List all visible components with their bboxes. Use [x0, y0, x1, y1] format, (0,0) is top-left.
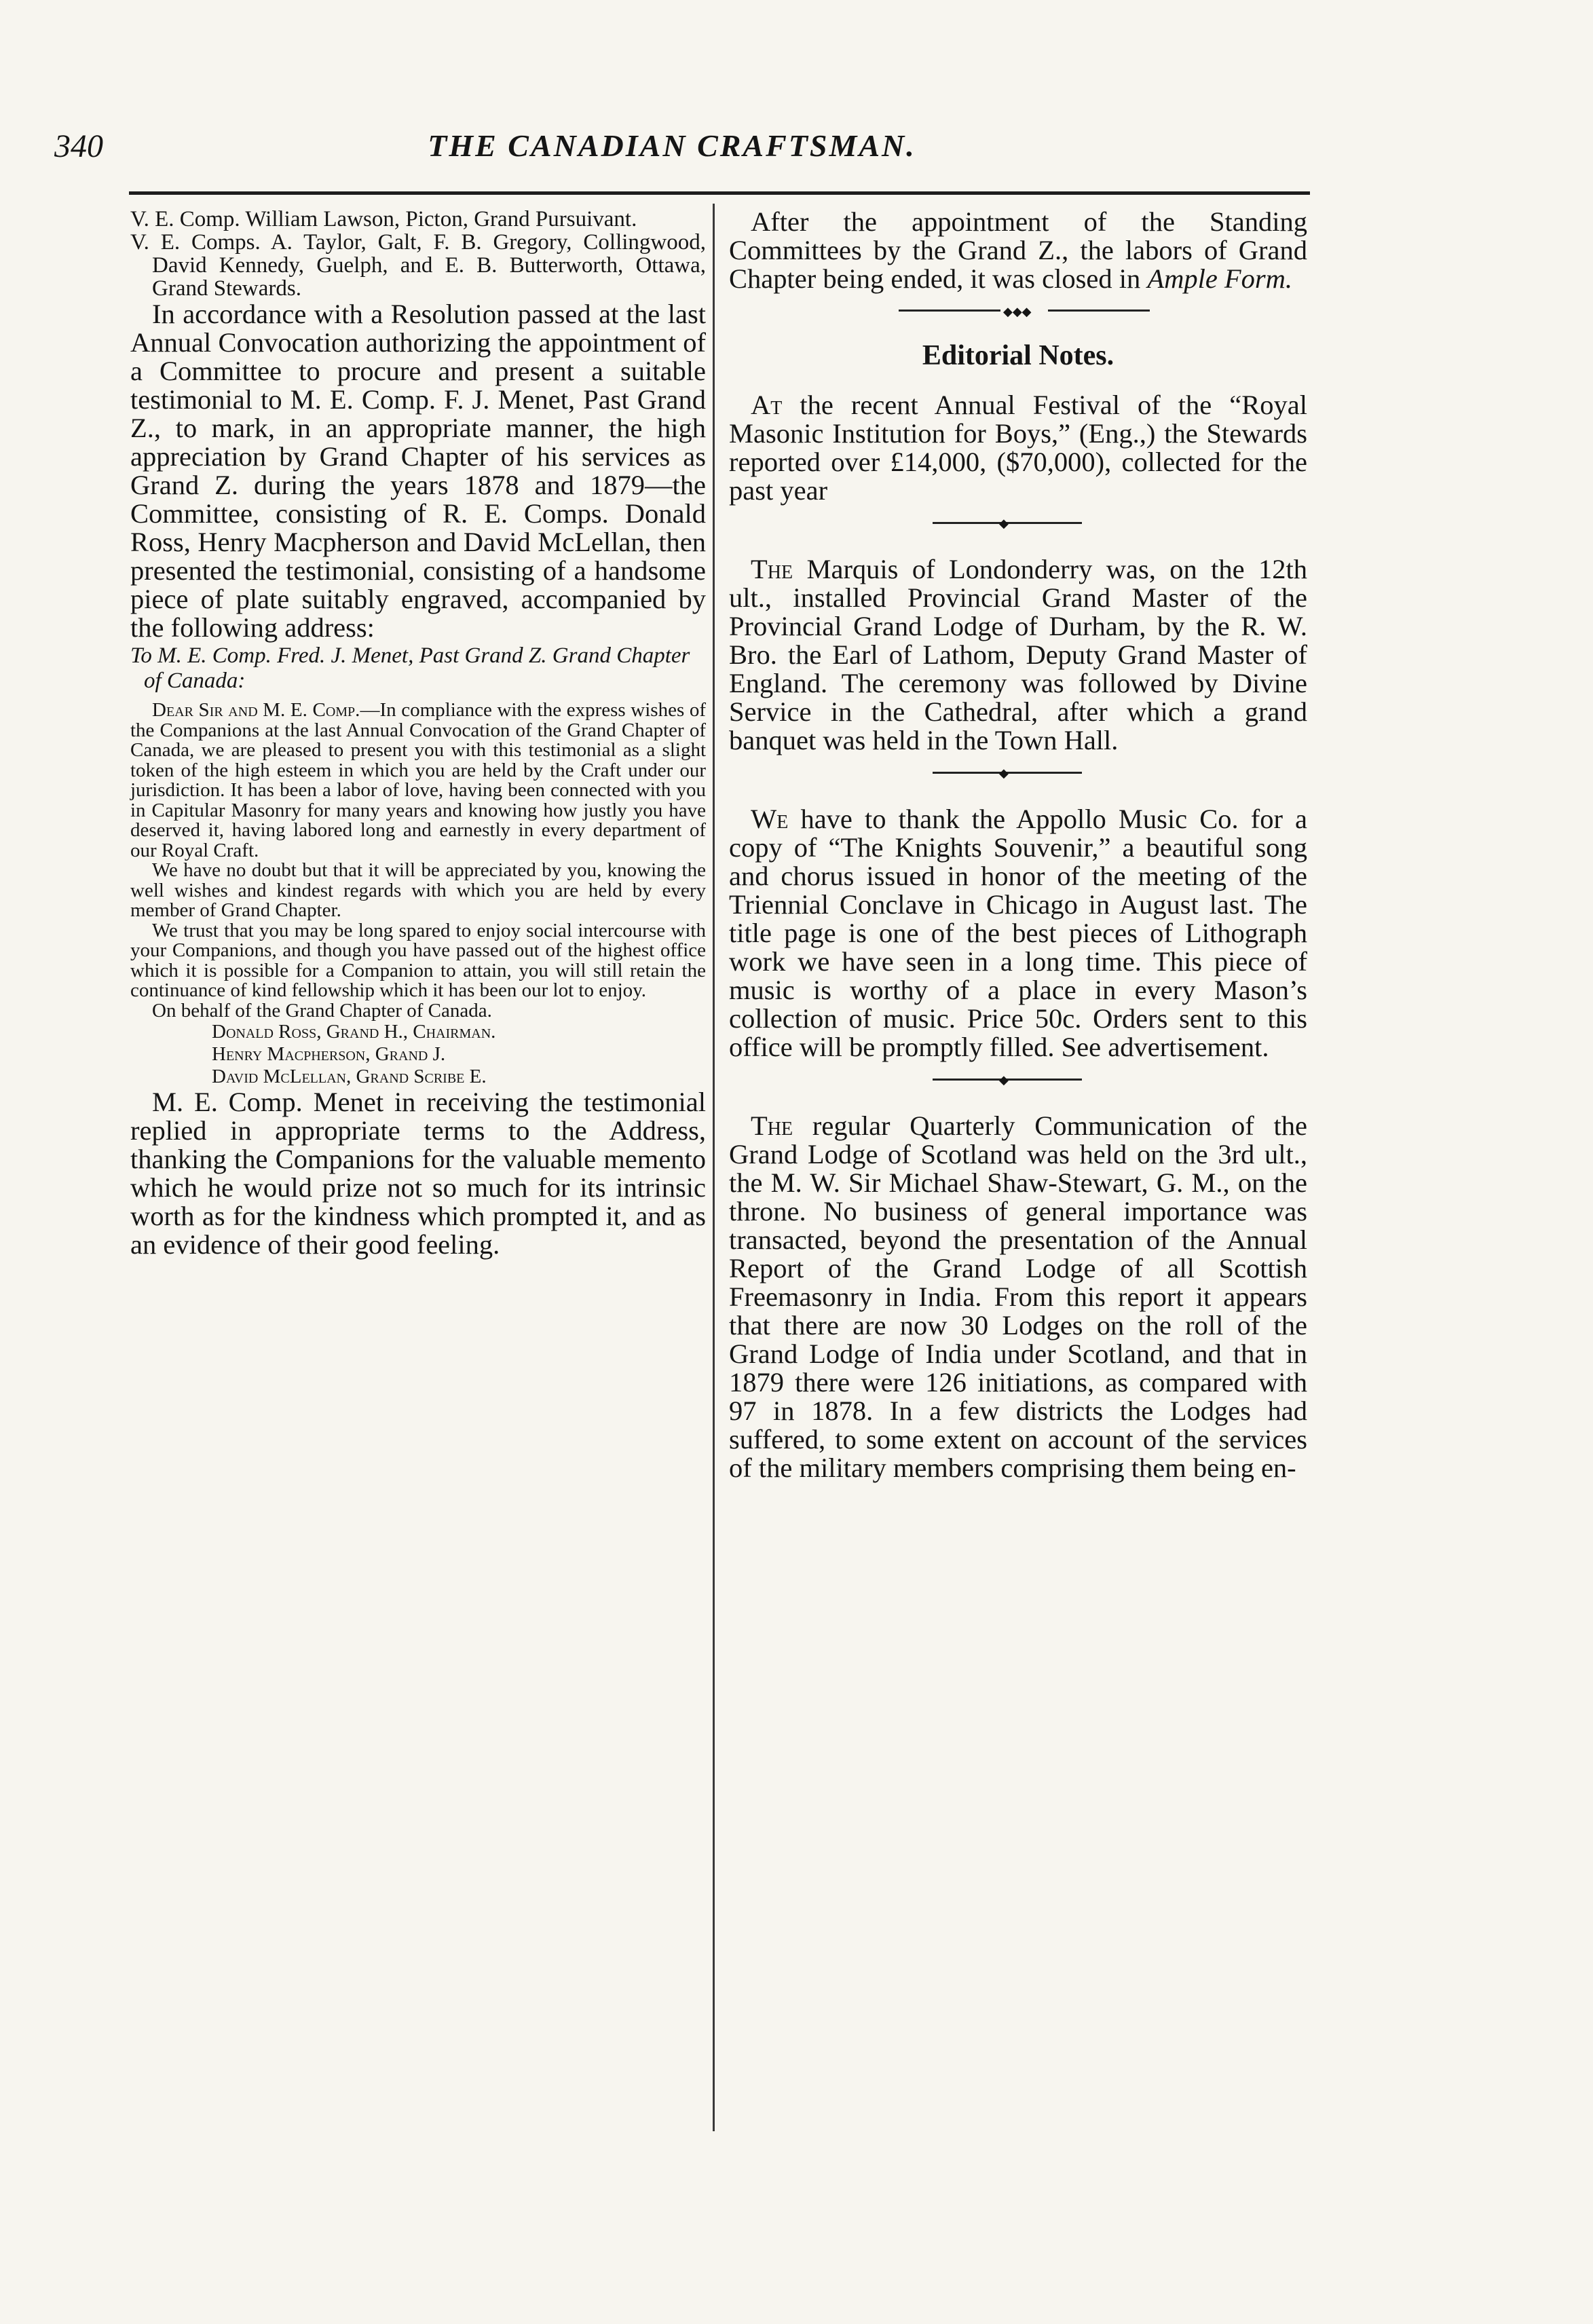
note-royal-masonic: At the recent Annual Festival of the “Royal Masonic Institution for Boys,” (Eng.,) the Stewards reported over £14,000, ($70,000), collected for the past year	[729, 390, 1307, 506]
ornament-divider: ◆◆◆	[729, 300, 1307, 320]
note-appollo-music: We have to thank the Appollo Music Co. for a copy of “The Knights Souvenir,” a beautiful song and chorus issued in honor of the meeting of the Triennial Conclave in Chicago in August last. The title page is one of the best pieces of Lithograph work we have seen in a long time. This piece of music is worthy of a place in every Mason’s collection of music. Price 50c. Orders sent to this office will be promptly filled. See advertisement.	[729, 804, 1307, 1062]
address-text-1: —In compliance with the express wishes of the Companions at the last Annual Convocation of the Grand Chapter of Canada, we are pleased to present you with this testimonial as a slight token of the high esteem in which you are held by the Craft under our jurisdiction. It has been a labor of love, having been connected with you in Capitular Masonry for many years and knowing how justly you have deserved it, having labored long and earnestly in every department of our Royal Craft.	[130, 699, 707, 861]
address-salutation: To M. E. Comp. Fred. J. Menet, Past Grand Z. Grand Chapter of Canada:	[130, 643, 690, 693]
running-title: THE CANADIAN CRAFTSMAN.	[428, 128, 916, 163]
note-separator: ◆	[729, 1068, 1307, 1091]
note-separator: ◆	[729, 762, 1307, 785]
section-heading: Editorial Notes.	[922, 340, 1114, 371]
page-number: 340	[54, 128, 103, 164]
header-rule	[129, 191, 1310, 195]
address-opening: Dear Sir and M. E. Comp.	[152, 699, 360, 721]
left-column	[130, 208, 706, 1259]
note-londonderry: The Marquis of Londonderry was, on the 12th ult., installed Provincial Grand Master of the Provincial Grand Lodge of Durham, by the R. W. Bro. the Earl of Lathom, Deputy Grand Master of England. The ceremony was followed by Divine Service in the Cathedral, after which a grand banquet was held in the Town Hall.	[729, 554, 1307, 755]
page-header	[41, 128, 1303, 175]
note-grand-lodge-scotland: The regular Quarterly Communication of the Grand Lodge of Scotland was held on the 3rd ult., the M. W. Sir Michael Shaw-Stewart, G. M., on the throne. No business of general importance was transacted, beyond the presentation of the Annual Report of the Grand Lodge of all Scottish Freemasonry in India. From this report it appears that there are now 30 Lodges on the roll of the Grand Lodge of India under Scotland, and that in 1879 there were 126 initiations, as compared with 97 in 1878. In a few districts the Lodges had suffered, to some extent on account of the services of the military members comprising them being en-	[729, 1110, 1307, 1483]
column-divider	[713, 204, 715, 2131]
reply-paragraph: M. E. Comp. Menet in receiving the testimonial replied in appropriate terms to the Address, thanking the Companions for the valuable memento which he would prize not so much for its intrinsic worth as for the kindness which prompted it, and as an evidence of their good feeling.	[130, 1087, 706, 1260]
signature-macpherson: Henry Macpherson, Grand J.	[212, 1043, 446, 1065]
signature-ross: Donald Ross, Grand H., Chairman.	[212, 1021, 496, 1043]
address-paragraph-4: On behalf of the Grand Chapter of Canada.	[152, 999, 492, 1022]
address-paragraph-3: We trust that you may be long spared to enjoy social intercourse with your Companions, and though you have passed out of the highest office which it is possible for a Companion to attain, you will still retain the continuance of kind fellowship which it has been our lot to enjoy.	[130, 919, 706, 1001]
closing-paragraph: After the appointment of the Standing Committees by the Grand Z., the labors of Grand Chapter being ended, it was closed in Ample Form.	[729, 206, 1307, 294]
address-paragraph-1	[130, 700, 706, 861]
signature-mclellan: David McLellan, Grand Scribe E.	[212, 1066, 487, 1087]
right-column	[729, 208, 1307, 1482]
officers-pursuivant: V. E. Comp. William Lawson, Picton, Grand Pursuivant.	[130, 207, 637, 231]
address-paragraph-2: We have no doubt but that it will be appreciated by you, knowing the well wishes and kindest regards with which you are held by every member of Grand Chapter.	[130, 859, 706, 921]
note-separator: ◆	[729, 512, 1307, 535]
officers-stewards: V. E. Comps. A. Taylor, Galt, F. B. Gregory, Collingwood, David Kennedy, Guelph, and E. B. Butterworth, Ottawa, Grand Stewards.	[130, 230, 706, 301]
closing-form: Ample Form.	[1147, 263, 1293, 294]
resolution-paragraph: In accordance with a Resolution passed at the last Annual Convocation authorizing the appointment of a Committee to procure and present a suitable testimonial to M. E. Comp. F. J. Menet, Past Grand Z., to mark, in an appropriate manner, the high appreciation by Grand Chapter of his services as Grand Z. during the years 1878 and 1879—the Committee, consisting of R. E. Comps. Donald Ross, Henry Macpherson and David McLellan, then presented the testimonial, consisting of a handsome piece of plate suitably engraved, accompanied by the following address:	[130, 299, 706, 643]
